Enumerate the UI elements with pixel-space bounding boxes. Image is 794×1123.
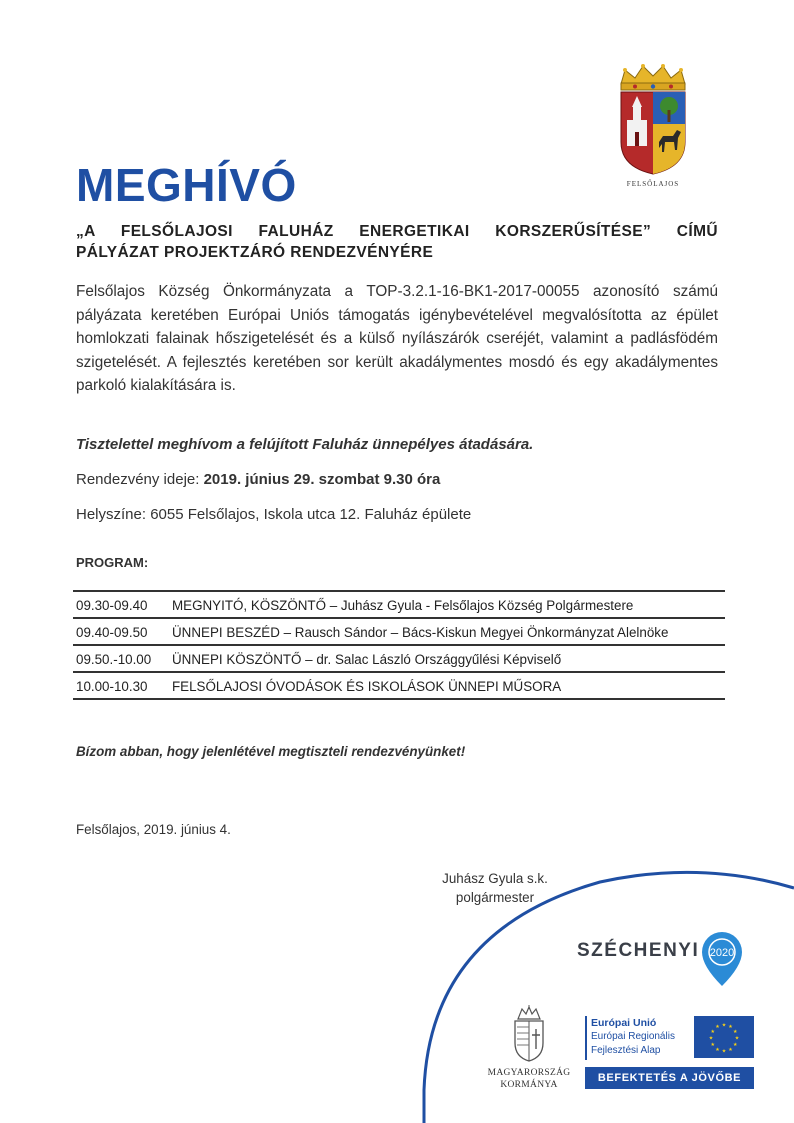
invitation-sentence: Tisztelettel meghívom a felújított Faluház ünnepélyes átadására.	[76, 436, 534, 453]
crest-label: FELSŐLAJOS	[626, 180, 680, 188]
gov-line-1: MAGYARORSZÁG	[487, 1068, 571, 1078]
eu-line-3: Fejlesztési Alap	[591, 1045, 661, 1056]
program-heading: PROGRAM:	[76, 555, 149, 570]
program-item: FELSŐLAJOSI ÓVODÁSOK ÉS ISKOLÁSOK ÜNNEPI MŰSORA	[169, 672, 725, 699]
page-title: MEGHÍVÓ	[76, 159, 297, 211]
szechenyi-year: 2020	[709, 947, 735, 959]
eu-star-icon: ★	[708, 1035, 714, 1042]
program-item: ÜNNEPI BESZÉD – Rausch Sándor – Bács-Kiskun Megyei Önkormányzat Alelnöke	[169, 618, 725, 645]
program-row	[73, 645, 725, 672]
szechenyi-2020-pin-icon	[700, 930, 744, 988]
eu-star-icon: ★	[733, 1029, 738, 1035]
program-row	[73, 672, 725, 699]
program-item: MEGNYITÓ, KÖSZÖNTŐ – Juhász Gyula - Felsőlajos Község Polgármestere	[169, 591, 725, 618]
hungarian-government-label	[484, 1067, 574, 1091]
hungarian-coat-of-arms-icon	[510, 1005, 548, 1063]
eu-slogan-banner: BEFEKTETÉS A JÖVŐBE	[585, 1067, 754, 1089]
crown-icon	[621, 64, 685, 90]
closing-sentence: Bízom abban, hogy jelenlétével megtiszteli rendezvényünket!	[76, 744, 466, 759]
eu-star-icon: ★	[715, 1046, 720, 1053]
event-place: Helyszíne: 6055 Felsőlajos, Iskola utca 12. Faluház épülete	[76, 506, 472, 523]
event-date	[76, 471, 440, 488]
place-and-date: Felsőlajos, 2019. június 4.	[76, 822, 231, 837]
eu-star-icon: ★	[728, 1046, 733, 1053]
eu-star-icon: ★	[734, 1035, 740, 1042]
event-date-label: Rendezvény ideje:	[76, 471, 204, 488]
felsolajos-crest	[615, 62, 691, 190]
eu-divider	[585, 1016, 587, 1060]
eu-line-2: Európai Regionális	[591, 1031, 675, 1042]
eu-star-icon: ★	[733, 1042, 738, 1048]
eu-fund-label	[591, 1016, 675, 1058]
subtitle-line-2: PÁLYÁZAT PROJEKTZÁRÓ RENDEZVÉNYÉRE	[76, 244, 434, 261]
program-time: 09.40-09.50	[73, 618, 169, 645]
program-time: 09.50.-10.00	[73, 645, 169, 672]
eu-star-icon: ★	[721, 1048, 727, 1055]
eu-star-icon: ★	[721, 1022, 727, 1029]
gov-line-2: KORMÁNYA	[500, 1080, 558, 1090]
program-table	[73, 590, 725, 700]
event-date-value: 2019. június 29. szombat 9.30 óra	[203, 471, 441, 488]
program-time: 09.30-09.40	[73, 591, 169, 618]
eu-line-1: Európai Unió	[591, 1017, 657, 1029]
intro-paragraph: Felsőlajos Község Önkormányzata a TOP-3.2.1-16-BK1-2017-00055 azonosító számú pályázata keretében Európai Uniós támogatás igénybevételével megvalósította az épület homlokzati falainak hőszigetelését és a külső nyílászárók cseréjét, valamint a padlásfödém szigetelését. A fejlesztés keretében sor került akadálymentes mosdó és egy akadálymentes parkoló kialakítására is.	[76, 283, 718, 394]
eu-star-icon: ★	[728, 1024, 733, 1031]
signature-block	[420, 869, 570, 907]
eu-star-icon: ★	[715, 1024, 720, 1031]
eu-star-icon: ★	[710, 1042, 715, 1048]
signature-role: polgármester	[455, 890, 535, 905]
program-row	[73, 591, 725, 618]
subtitle-line-1: „A FELSŐLAJOSI FALUHÁZ ENERGETIKAI KORSZERŰSÍTÉSE” CÍMŰ	[76, 223, 718, 240]
signature-name: Juhász Gyula s.k.	[442, 871, 548, 886]
program-item: ÜNNEPI KÖSZÖNTŐ – dr. Salac László Országgyűlési Képviselő	[169, 645, 725, 672]
subtitle	[76, 221, 718, 263]
eu-flag-icon	[694, 1016, 754, 1058]
eu-star-icon: ★	[710, 1029, 715, 1035]
program-time: 10.00-10.30	[73, 672, 169, 699]
program-row	[73, 618, 725, 645]
szechenyi-logo-text: SZÉCHENYI	[577, 940, 700, 961]
